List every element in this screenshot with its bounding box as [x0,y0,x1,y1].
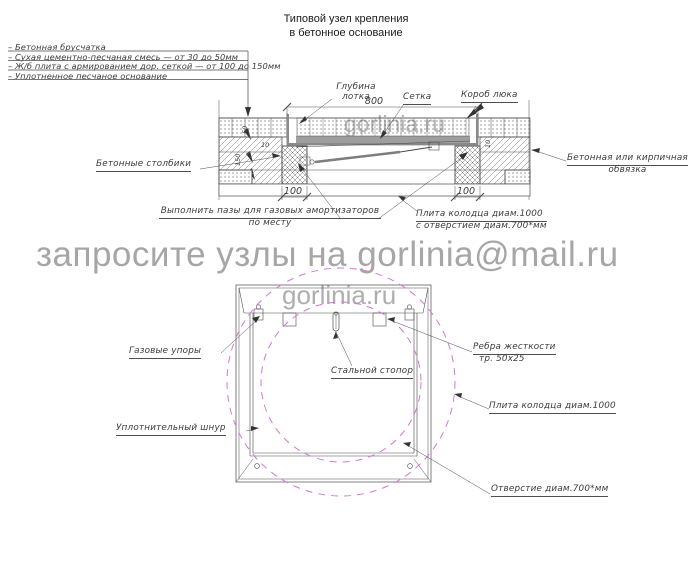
label-grooves: Выполнить пазы для газовых амортизаторов по месту [160,206,380,228]
dim-100-right: 100 [456,186,476,197]
plan-drawing [221,268,490,496]
legend-item-mix: – Сухая цементно-песчаная смесь — от 30 до 50мм [8,51,239,62]
dim-150: 150 [234,153,242,166]
label-well-plate-section: Плита колодца диам.1000 с отверстием диам.700*мм [416,209,547,231]
steel-stopper [333,312,339,331]
label-mesh: Сетка [403,93,431,105]
legend-item-slab: – Ж/б плита с армированием дор. сеткой — от 100 до 150мм [8,61,281,71]
section-drawing [200,99,566,219]
sheet-title-line1: Типовой узел крепления [283,13,409,25]
label-ribs: Ребра жесткости тр. 50х25 [473,342,556,364]
dim-50: 50 [241,125,249,134]
gas-stop-right [405,309,414,320]
rib-notch-left [283,313,296,326]
hatch-box [287,113,478,147]
label-hole: Отверстие диам.700*мм [491,485,608,497]
label-seal-cord: Уплотнительный шнур [116,424,226,436]
dim-10-right: 10 [484,139,492,148]
dim-100-left: 100 [283,186,303,197]
legend-item-paving: – Бетонная брусчатка [8,42,106,52]
watermark-site-plan: gorlinia.ru [282,280,397,310]
gas-strut [300,142,439,165]
label-edging: Бетонная или кирпичная обвязка [567,153,688,175]
label-hatch-box: Короб люка [461,91,518,103]
label-steel-stopper: Стальной стопор [331,367,413,379]
label-tray-depth: Глубина лотка [336,82,376,102]
dim-10-left: 10 [261,141,270,149]
dim-800: 800 [364,96,384,107]
watermark-email: запросите узлы на gorlinia@mail.ru [36,235,619,274]
label-concrete-columns: Бетонные столбики [96,160,191,172]
legend-item-sand: – Уплотненное песчаное основание [8,70,168,81]
plan-outer-frame [236,285,431,482]
label-well-plate-plan: Плита колодца диам.1000 [489,402,616,414]
sheet-title-line2: в бетонное основание [289,26,403,39]
label-gas-stops: Газовые упоры [129,347,201,359]
sheet-title [230,13,462,41]
